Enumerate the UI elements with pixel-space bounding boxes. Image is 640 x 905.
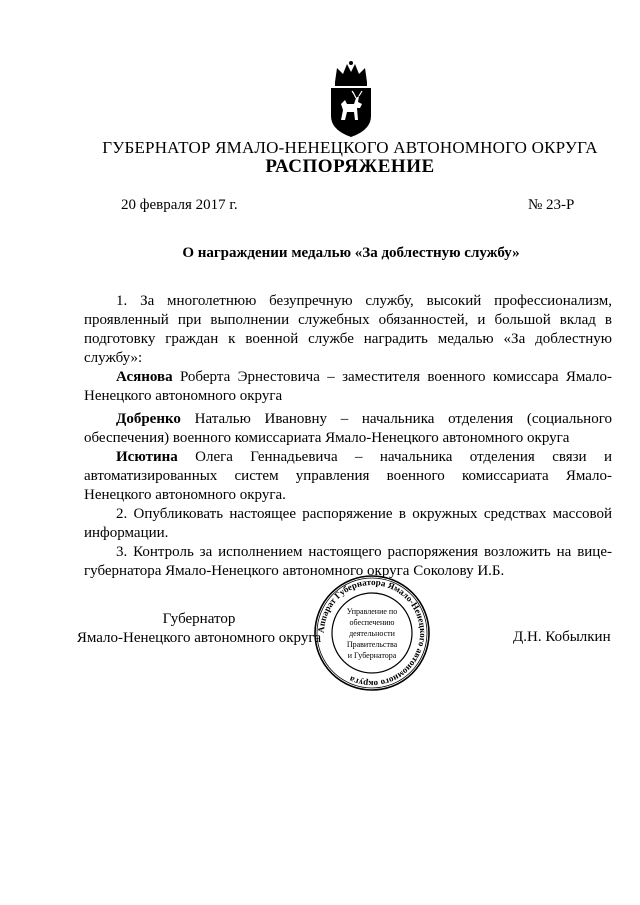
paragraph-item-1: 1. За многолетнюю безупречную службу, высокий профессионализм, проявленный при выполнении служебных обязанностей, и большой вклад в подготовку граждан к военной службе наградить медалью «За доблестную службу»: (84, 293, 612, 366)
organization-title: ГУБЕРНАТОР ЯМАЛО-НЕНЕЦКОГО АВТОНОМНОГО ОКРУГА (102, 138, 598, 157)
yamal-coat-of-arms-icon (326, 60, 376, 138)
awardee-surname: Асянова (116, 369, 173, 385)
awardee-details: Наталью Ивановну – начальника отделения (социального обеспечения) военного комиссариата Ямало-Ненецкого автономного округа (84, 411, 612, 446)
paragraph-item-2: 2. Опубликовать настоящее распоряжение в окружных средствах массовой информации. (84, 506, 612, 541)
awardee-details: Роберта Эрнестовича – заместителя военного комиссара Ямало-Ненецкого автономного округа (84, 369, 612, 404)
document-number: № 23-Р (528, 197, 575, 213)
stamp-line: обеспечению (349, 618, 395, 627)
document-subject: О награждении медалью «За доблестную службу» (182, 245, 520, 261)
awardee-1 (84, 368, 612, 406)
signatory-title-line-2: Ямало-Ненецкого автономного округа (76, 630, 322, 646)
document-body (84, 292, 612, 581)
awardee-3 (84, 448, 612, 505)
stamp-line: Правительства (346, 640, 398, 649)
signatory-title-line-1: Губернатор (162, 611, 236, 627)
signatory-name: Д.Н. Кобылкин (513, 629, 611, 645)
awardee-surname: Добренко (116, 411, 181, 427)
paragraph-item-3: 3. Контроль за исполнением настоящего распоряжения возложить на вице-губернатора Ямало-Ненецкого автономного округа Соколову И.Б. (84, 544, 612, 579)
awardee-2 (84, 410, 612, 448)
stamp-line: и Губернатора (347, 651, 397, 660)
official-stamp (313, 574, 431, 692)
awardee-details: Олега Геннадьевича – начальника отделения связи и автоматизированных систем управления военного комиссариата Ямало-Ненецкого автономного округа. (84, 449, 612, 503)
stamp-line: Управление по (346, 607, 398, 616)
document-type: РАСПОРЯЖЕНИЕ (265, 156, 435, 177)
stamp-outer-text: Аппарат Губернатора Ямало-Ненецкого автономного округа (315, 576, 429, 690)
stamp-line: деятельности (349, 629, 395, 638)
awardee-surname: Исютина (116, 449, 178, 465)
document-date: 20 февраля 2017 г. (121, 197, 238, 213)
